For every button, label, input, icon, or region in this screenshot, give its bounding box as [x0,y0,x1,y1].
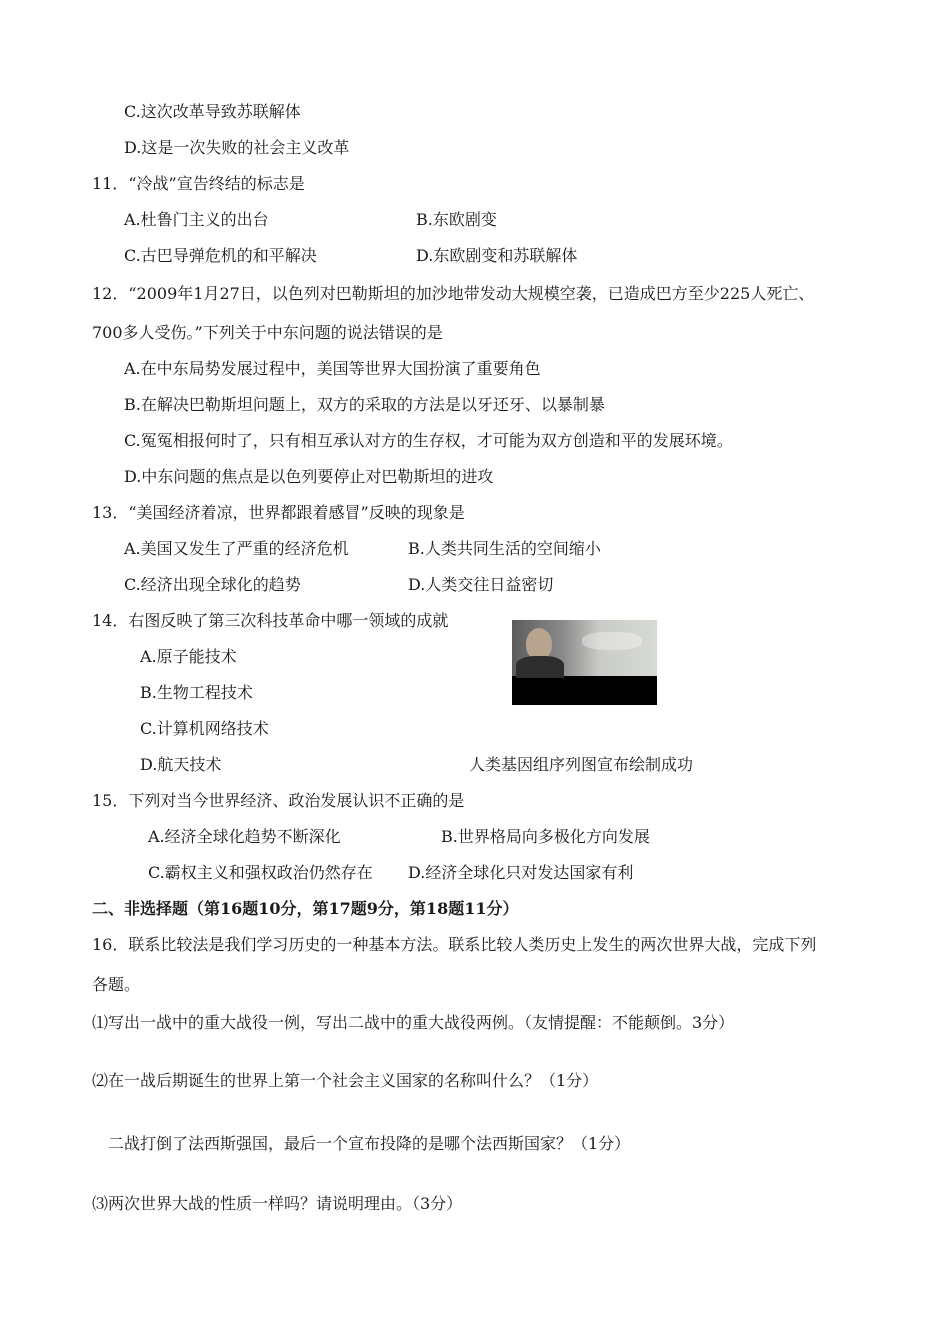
q15-option-a: A.经济全球化趋势不断深化 [148,827,341,846]
q12-option-a: A.在中东局势发展过程中，美国等世界大国扮演了重要角色 [124,359,541,378]
q13-option-b: B.人类共同生活的空间缩小 [408,539,601,558]
q15-stem: 15．下列对当今世界经济、政治发展认识不正确的是 [92,791,465,810]
q13-option-a: A.美国又发生了严重的经济危机 [124,539,349,558]
q11-option-a: A.杜鲁门主义的出台 [124,210,269,229]
q14-photo [512,620,657,705]
q16-part-3: ⑶两次世界大战的性质一样吗？请说明理由。（3分） [92,1194,463,1213]
q12-stem-line2: 700多人受伤。”下列关于中东问题的说法错误的是 [92,323,443,342]
q10-option-d: D.这是一次失败的社会主义改革 [124,138,350,157]
q14-option-a: A.原子能技术 [140,647,237,666]
q14-option-c: C.计算机网络技术 [140,719,269,738]
photo-person-body [516,656,564,678]
q12-option-c: C.冤冤相报何时了，只有相互承认对方的生存权，才可能为双方创造和平的发展环境。 [124,431,733,450]
q16-part-2-followup: 二战打倒了法西斯强国，最后一个宣布投降的是哪个法西斯国家？（1分） [108,1134,631,1153]
q12-option-b: B.在解决巴勒斯坦问题上，双方的采取的方法是以牙还牙、以暴制暴 [124,395,605,414]
q16-part-2: ⑵在一战后期诞生的世界上第一个社会主义国家的名称叫什么？（1分） [92,1071,599,1090]
q15-option-b: B.世界格局向多极化方向发展 [441,827,650,846]
q13-option-c: C.经济出现全球化的趋势 [124,575,301,594]
q12-stem-line1: 12．“2009年1月27日，以色列对巴勒斯坦的加沙地带发动大规模空袭，已造成巴方至少225人死亡、 [92,284,815,303]
q14-photo-caption: 人类基因组序列图宣布绘制成功 [469,755,694,774]
q15-option-d: D.经济全球化只对发达国家有利 [408,863,634,882]
q13-stem: 13．“美国经济着凉，世界都跟着感冒”反映的现象是 [92,503,465,522]
q11-option-c: C.古巴导弹危机的和平解决 [124,246,317,265]
q13-option-d: D.人类交往日益密切 [408,575,554,594]
q14-option-d: D.航天技术 [140,755,222,774]
q14-option-b: B.生物工程技术 [140,683,253,702]
q16-stem-line1: 16．联系比较法是我们学习历史的一种基本方法。联系比较人类历史上发生的两次世界大战，完成下列 [92,935,817,954]
photo-glare [582,632,642,650]
section-2-heading: 二、非选择题（第16题10分，第17题9分，第18题11分） [92,899,519,918]
q11-option-d: D.东欧剧变和苏联解体 [416,246,578,265]
q11-option-b: B.东欧剧变 [416,210,497,229]
q11-stem: 11．“冷战”宣告终结的标志是 [92,174,305,193]
q12-option-d: D.中东问题的焦点是以色列要停止对巴勒斯坦的进攻 [124,467,494,486]
q10-option-c: C.这次改革导致苏联解体 [124,102,301,121]
q16-part-1: ⑴写出一战中的重大战役一例，写出二战中的重大战役两例。（友情提醒：不能颠倒。3分） [92,1013,735,1032]
q16-stem-line2: 各题。 [92,975,141,994]
q15-option-c: C.霸权主义和强权政治仍然存在 [148,863,373,882]
q14-stem: 14．右图反映了第三次科技革命中哪一领域的成就 [92,611,449,630]
